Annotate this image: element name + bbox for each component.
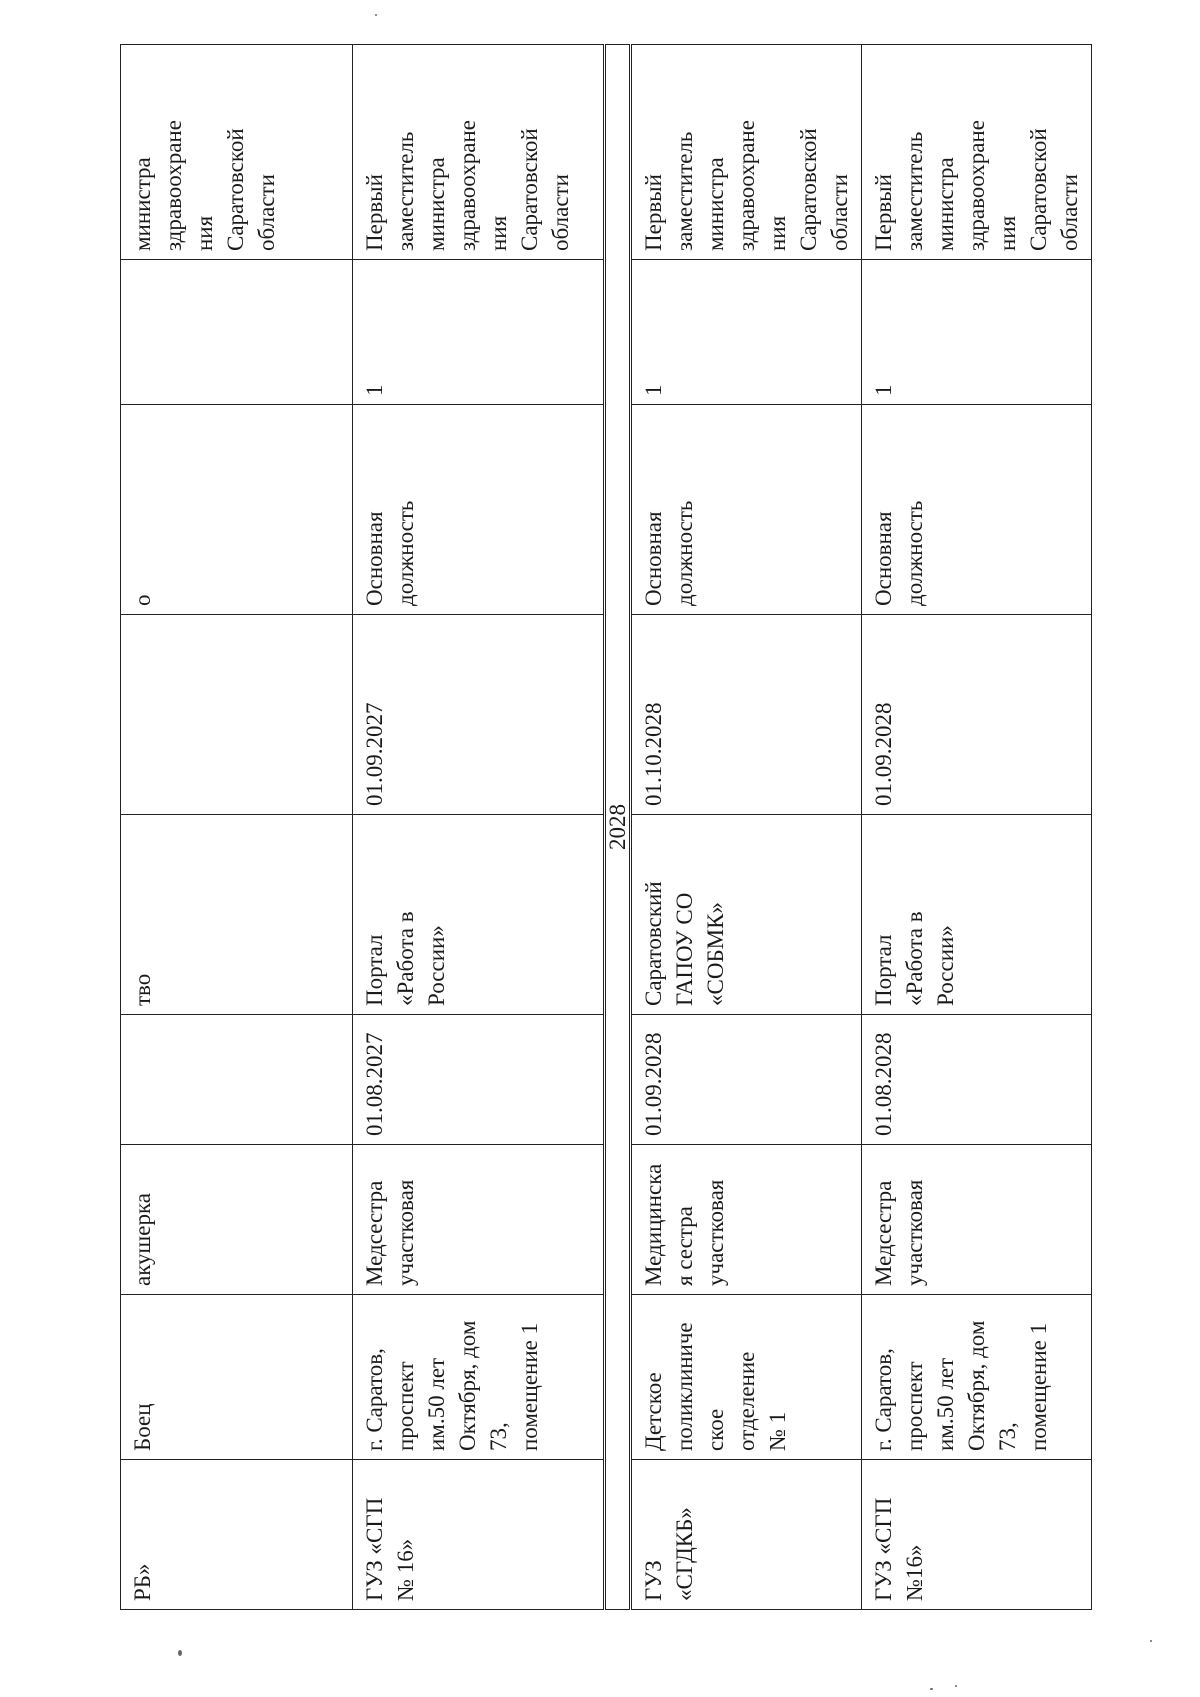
cell-date-from: 01.08.2028 bbox=[862, 1015, 1092, 1145]
cell-date-to: 01.09.2027 bbox=[353, 615, 605, 815]
cell-count: 1 bbox=[862, 260, 1092, 405]
year-divider: 2028 bbox=[605, 45, 631, 1610]
cell-responsible: Первый заместитель министра здравоохране ния Саратовской области bbox=[353, 45, 605, 260]
cell-source: Портал «Работа в России» bbox=[353, 815, 605, 1015]
table-row bbox=[631, 45, 862, 1610]
cell-source: Саратовский ГАПОУ СО «СОБМК» bbox=[631, 815, 862, 1015]
cell-responsible: Первый заместитель министра здравоохране ния Саратовской области bbox=[631, 45, 862, 260]
cell-employment-type: Основная должность bbox=[353, 405, 605, 615]
scan-speck bbox=[1150, 1640, 1152, 1642]
cell-source: тво bbox=[121, 815, 353, 1015]
staffing-plan-table bbox=[120, 44, 1092, 1610]
cell-organization: РБ» bbox=[121, 1460, 353, 1610]
cell-date-to bbox=[121, 615, 353, 815]
year-divider-row bbox=[605, 45, 631, 1610]
cell-address: г. Саратов, проспект им.50 лет Октября, дом 73, помещение 1 bbox=[862, 1295, 1092, 1460]
cell-date-from bbox=[121, 1015, 353, 1145]
cell-address: Детское поликлиниче ское отделение № 1 bbox=[631, 1295, 862, 1460]
cell-date-to: 01.10.2028 bbox=[631, 615, 862, 815]
cell-count bbox=[121, 260, 353, 405]
table-row bbox=[862, 45, 1092, 1610]
cell-count: 1 bbox=[631, 260, 862, 405]
cell-count: 1 bbox=[353, 260, 605, 405]
cell-employment-type: Основная должность bbox=[862, 405, 1092, 615]
cell-position: акушерка bbox=[121, 1145, 353, 1295]
cell-position: Медсестра участковая bbox=[862, 1145, 1092, 1295]
cell-date-to: 01.09.2028 bbox=[862, 615, 1092, 815]
scan-speck bbox=[375, 14, 377, 16]
cell-organization: ГУЗ «СГДКБ» bbox=[631, 1460, 862, 1610]
scan-speck bbox=[955, 1685, 957, 1687]
cell-employment-type: Основная должность bbox=[631, 405, 862, 615]
cell-organization: ГУЗ «СГП № 16» bbox=[353, 1460, 605, 1610]
cell-employment-type: о bbox=[121, 405, 353, 615]
cell-address: Боец bbox=[121, 1295, 353, 1460]
rotated-page-content bbox=[120, 45, 1082, 1610]
table-row bbox=[121, 45, 353, 1610]
cell-organization: ГУЗ «СГП №16» bbox=[862, 1460, 1092, 1610]
scan-speck bbox=[930, 1688, 933, 1690]
scan-speck bbox=[178, 1650, 182, 1656]
table-row bbox=[353, 45, 605, 1610]
cell-responsible: министра здравоохране ния Саратовской области bbox=[121, 45, 353, 260]
cell-position: Медсестра участковая bbox=[353, 1145, 605, 1295]
cell-responsible: Первый заместитель министра здравоохране ния Саратовской области bbox=[862, 45, 1092, 260]
cell-position: Медицинска я сестра участковая bbox=[631, 1145, 862, 1295]
cell-source: Портал «Работа в России» bbox=[862, 815, 1092, 1015]
cell-date-from: 01.08.2027 bbox=[353, 1015, 605, 1145]
cell-date-from: 01.09.2028 bbox=[631, 1015, 862, 1145]
cell-address: г. Саратов, проспект им.50 лет Октября, дом 73, помещение 1 bbox=[353, 1295, 605, 1460]
